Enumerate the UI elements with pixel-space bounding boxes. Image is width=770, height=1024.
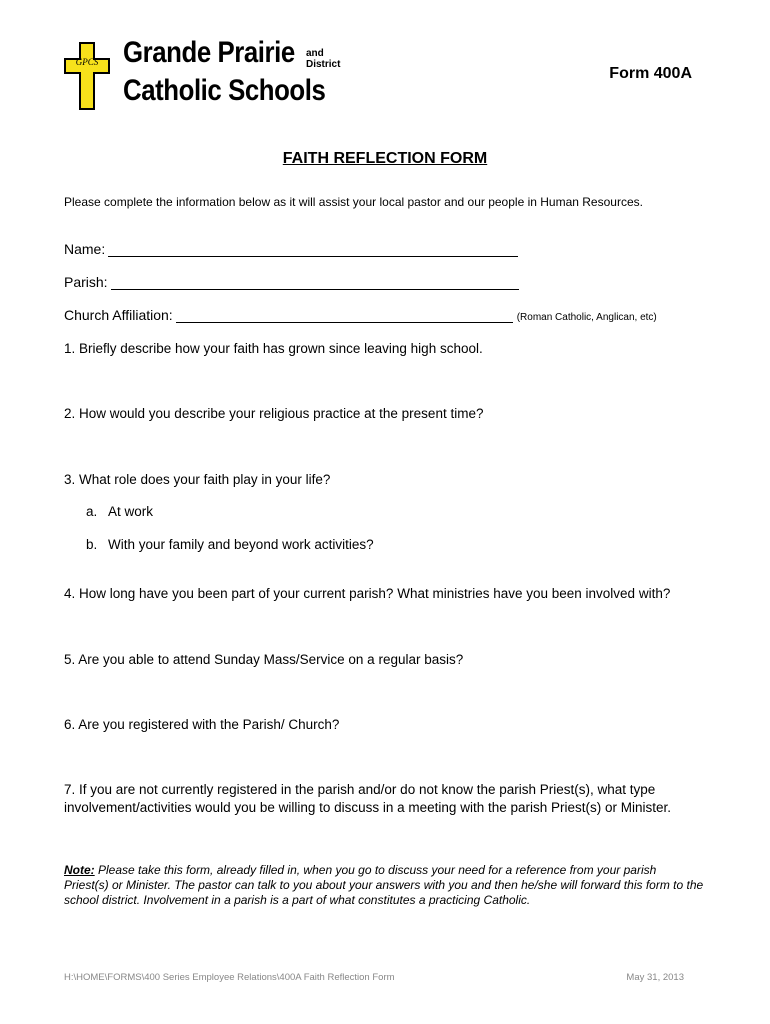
cross-logo-icon <box>64 42 110 110</box>
question-3b <box>86 537 374 552</box>
church-affiliation-field[interactable] <box>64 307 657 323</box>
question-1: 1. Briefly describe how your faith has grown since leaving high school. <box>64 341 483 356</box>
form-number: Form 400A <box>609 65 692 82</box>
note-label: Note: <box>64 863 95 877</box>
question-4: 4. How long have you been part of your current parish? What ministries have you been involved with? <box>64 586 671 601</box>
logo-name-line1: Grande Prairie <box>123 36 295 69</box>
logo-name-line2: Catholic Schools <box>123 74 326 107</box>
name-field[interactable] <box>64 241 518 257</box>
note-text: Please take this form, already filled in, when you go to discuss your need for a reference from your parish Priest(s) or Minister. The pastor can talk to you about your answers with you and then he/she will forward this form to the school district. Involvement in a parish is a part of what constitutes a practicing Catholic. <box>64 863 704 907</box>
question-7 <box>64 781 671 817</box>
logo-and-district <box>306 48 340 70</box>
question-3b-text: With your family and beyond work activities? <box>108 537 374 552</box>
footer-file-path: H:\HOME\FORMS\400 Series Employee Relations\400A Faith Reflection Form <box>64 972 395 983</box>
name-input-line[interactable] <box>108 242 518 257</box>
footer-date: May 31, 2013 <box>626 972 684 983</box>
question-3: 3. What role does your faith play in your life? <box>64 472 331 487</box>
question-3a-text: At work <box>108 504 154 519</box>
parish-label: Parish: <box>64 274 108 290</box>
question-3a-letter: a. <box>86 504 98 519</box>
parish-field[interactable] <box>64 274 519 290</box>
question-2: 2. How would you describe your religious practice at the present time? <box>64 406 484 421</box>
name-label: Name: <box>64 241 106 257</box>
logo-district-text: District <box>306 59 341 70</box>
question-6: 6. Are you registered with the Parish/ Church? <box>64 717 340 732</box>
logo-monogram: GPCS <box>75 57 99 67</box>
question-3a <box>86 504 153 519</box>
church-affiliation-label: Church Affiliation: <box>64 307 173 323</box>
church-affiliation-hint: (Roman Catholic, Anglican, etc) <box>516 312 657 323</box>
question-7-line1: 7. If you are not currently registered in the parish and/or do not know the parish Priest(s), what type <box>64 782 656 797</box>
church-affiliation-input-line[interactable] <box>176 308 513 323</box>
note-paragraph <box>64 863 704 908</box>
form-title: FAITH REFLECTION FORM <box>282 150 488 167</box>
logo-and-text: and <box>306 48 324 59</box>
question-3b-letter: b. <box>86 537 98 552</box>
intro-text: Please complete the information below as it will assist your local pastor and our people in Human Resources. <box>64 195 643 209</box>
parish-input-line[interactable] <box>111 275 519 290</box>
question-5: 5. Are you able to attend Sunday Mass/Service on a regular basis? <box>64 652 464 667</box>
question-7-line2: involvement/activities would you be willing to discuss in a meeting with the parish Priest(s) or Minister. <box>64 800 672 815</box>
